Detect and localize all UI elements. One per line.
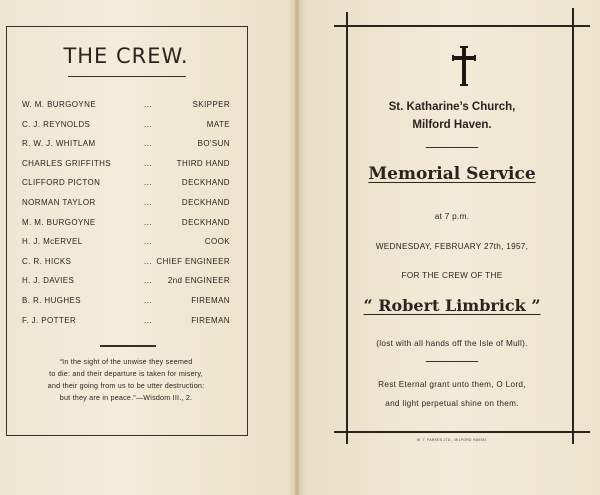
for-crew-line: FOR THE CREW OF THE bbox=[401, 271, 503, 280]
quote-line: and their going from us to be utter destruction: bbox=[47, 381, 205, 390]
leader-dots: ... bbox=[144, 197, 152, 207]
crew-row bbox=[22, 276, 230, 296]
crew-row bbox=[22, 139, 230, 159]
church-name bbox=[338, 98, 566, 134]
crew-row bbox=[22, 237, 230, 257]
crew-row bbox=[22, 218, 230, 238]
scripture-quote bbox=[20, 356, 232, 404]
crew-role: CHIEF ENGINEER bbox=[156, 256, 230, 266]
center-fold bbox=[294, 0, 300, 495]
quote-divider bbox=[100, 345, 156, 347]
crew-row bbox=[22, 257, 230, 277]
title-underline bbox=[68, 76, 186, 77]
crew-name: C. R. HICKS bbox=[22, 256, 72, 266]
leader-dots: ... bbox=[144, 100, 152, 109]
church-line: St. Katharine’s Church, bbox=[388, 101, 516, 113]
crew-name: W. M. BURGOYNE bbox=[22, 100, 97, 109]
prayer-line: Rest Eternal grant unto them, O Lord, bbox=[378, 380, 526, 389]
leader-dots: ... bbox=[144, 237, 152, 247]
crew-name: R. W. J. WHITLAM bbox=[22, 139, 96, 149]
crew-row bbox=[22, 198, 230, 218]
crew-name: H. J. DAVIES bbox=[22, 276, 75, 286]
leader-dots: ... bbox=[144, 178, 152, 188]
ship-name: “ Robert Limbrick ” bbox=[363, 296, 541, 315]
crew-name: H. J. McERVEL bbox=[22, 237, 83, 247]
prayer-line: and light perpetual shine on them. bbox=[385, 399, 519, 408]
memorial-service-heading: Memorial Service bbox=[368, 164, 536, 184]
leader-dots: ... bbox=[144, 276, 152, 286]
crew-role: DECKHAND bbox=[181, 197, 230, 207]
cross-icon bbox=[452, 46, 476, 86]
crew-name: M. M. BURGOYNE bbox=[22, 217, 96, 227]
crew-name: CLIFFORD PICTON bbox=[22, 178, 101, 188]
church-line: Milford Haven. bbox=[412, 119, 492, 131]
crew-role: BO'SUN bbox=[197, 139, 230, 149]
leader-dots: ... bbox=[144, 217, 152, 227]
crew-role: COOK bbox=[204, 237, 230, 247]
leader-dots: ... bbox=[144, 256, 152, 266]
leader-dots: ... bbox=[144, 139, 152, 149]
crew-role: 2nd ENGINEER bbox=[167, 276, 230, 286]
border-bottom-line bbox=[334, 431, 590, 433]
border-right-line bbox=[572, 8, 574, 444]
crew-row bbox=[22, 120, 230, 140]
crew-name: CHARLES GRIFFITHS bbox=[22, 158, 112, 168]
prayer-divider bbox=[426, 361, 478, 362]
crew-name: NORMAN TAYLOR bbox=[22, 197, 96, 207]
crew-role: FIREMAN bbox=[191, 295, 230, 305]
lost-note: (lost with all hands off the Isle of Mull). bbox=[376, 339, 528, 348]
crew-row bbox=[22, 159, 230, 179]
crew-list bbox=[22, 100, 230, 335]
prayer bbox=[338, 375, 566, 413]
crew-role: DECKHAND bbox=[181, 217, 230, 227]
leader-dots: ... bbox=[144, 158, 152, 168]
service-date: WEDNESDAY, FEBRUARY 27th, 1957, bbox=[375, 242, 529, 251]
crew-role: DECKHAND bbox=[181, 178, 230, 188]
quote-line: to die: and their departure is taken for misery, bbox=[49, 369, 203, 378]
leader-dots: ... bbox=[144, 295, 152, 305]
crew-role: SKIPPER bbox=[192, 100, 230, 109]
crew-row bbox=[22, 316, 230, 336]
leader-dots: ... bbox=[144, 315, 152, 325]
crew-row bbox=[22, 296, 230, 316]
crew-role: MATE bbox=[206, 119, 230, 129]
crew-row bbox=[22, 178, 230, 198]
crew-role: FIREMAN bbox=[191, 315, 230, 325]
crew-name: F. J. POTTER bbox=[22, 315, 77, 325]
service-time: at 7 p.m. bbox=[434, 212, 470, 221]
quote-line: “In the sight of the unwise they seemed bbox=[59, 357, 193, 366]
border-top-line bbox=[334, 25, 590, 27]
quote-line: but they are in peace.”—Wisdom III., 2. bbox=[59, 393, 193, 402]
printer-imprint: W. T. PARKES LTD., MILFORD HAVEN. bbox=[416, 438, 488, 442]
leader-dots: ... bbox=[144, 119, 152, 129]
crew-name: C. J. REYNOLDS bbox=[22, 119, 91, 129]
crew-title: THE CREW. bbox=[63, 44, 189, 68]
crew-name: B. R. HUGHES bbox=[22, 295, 82, 305]
crew-role: THIRD HAND bbox=[176, 158, 230, 168]
church-divider bbox=[426, 147, 478, 148]
crew-row bbox=[22, 100, 230, 120]
